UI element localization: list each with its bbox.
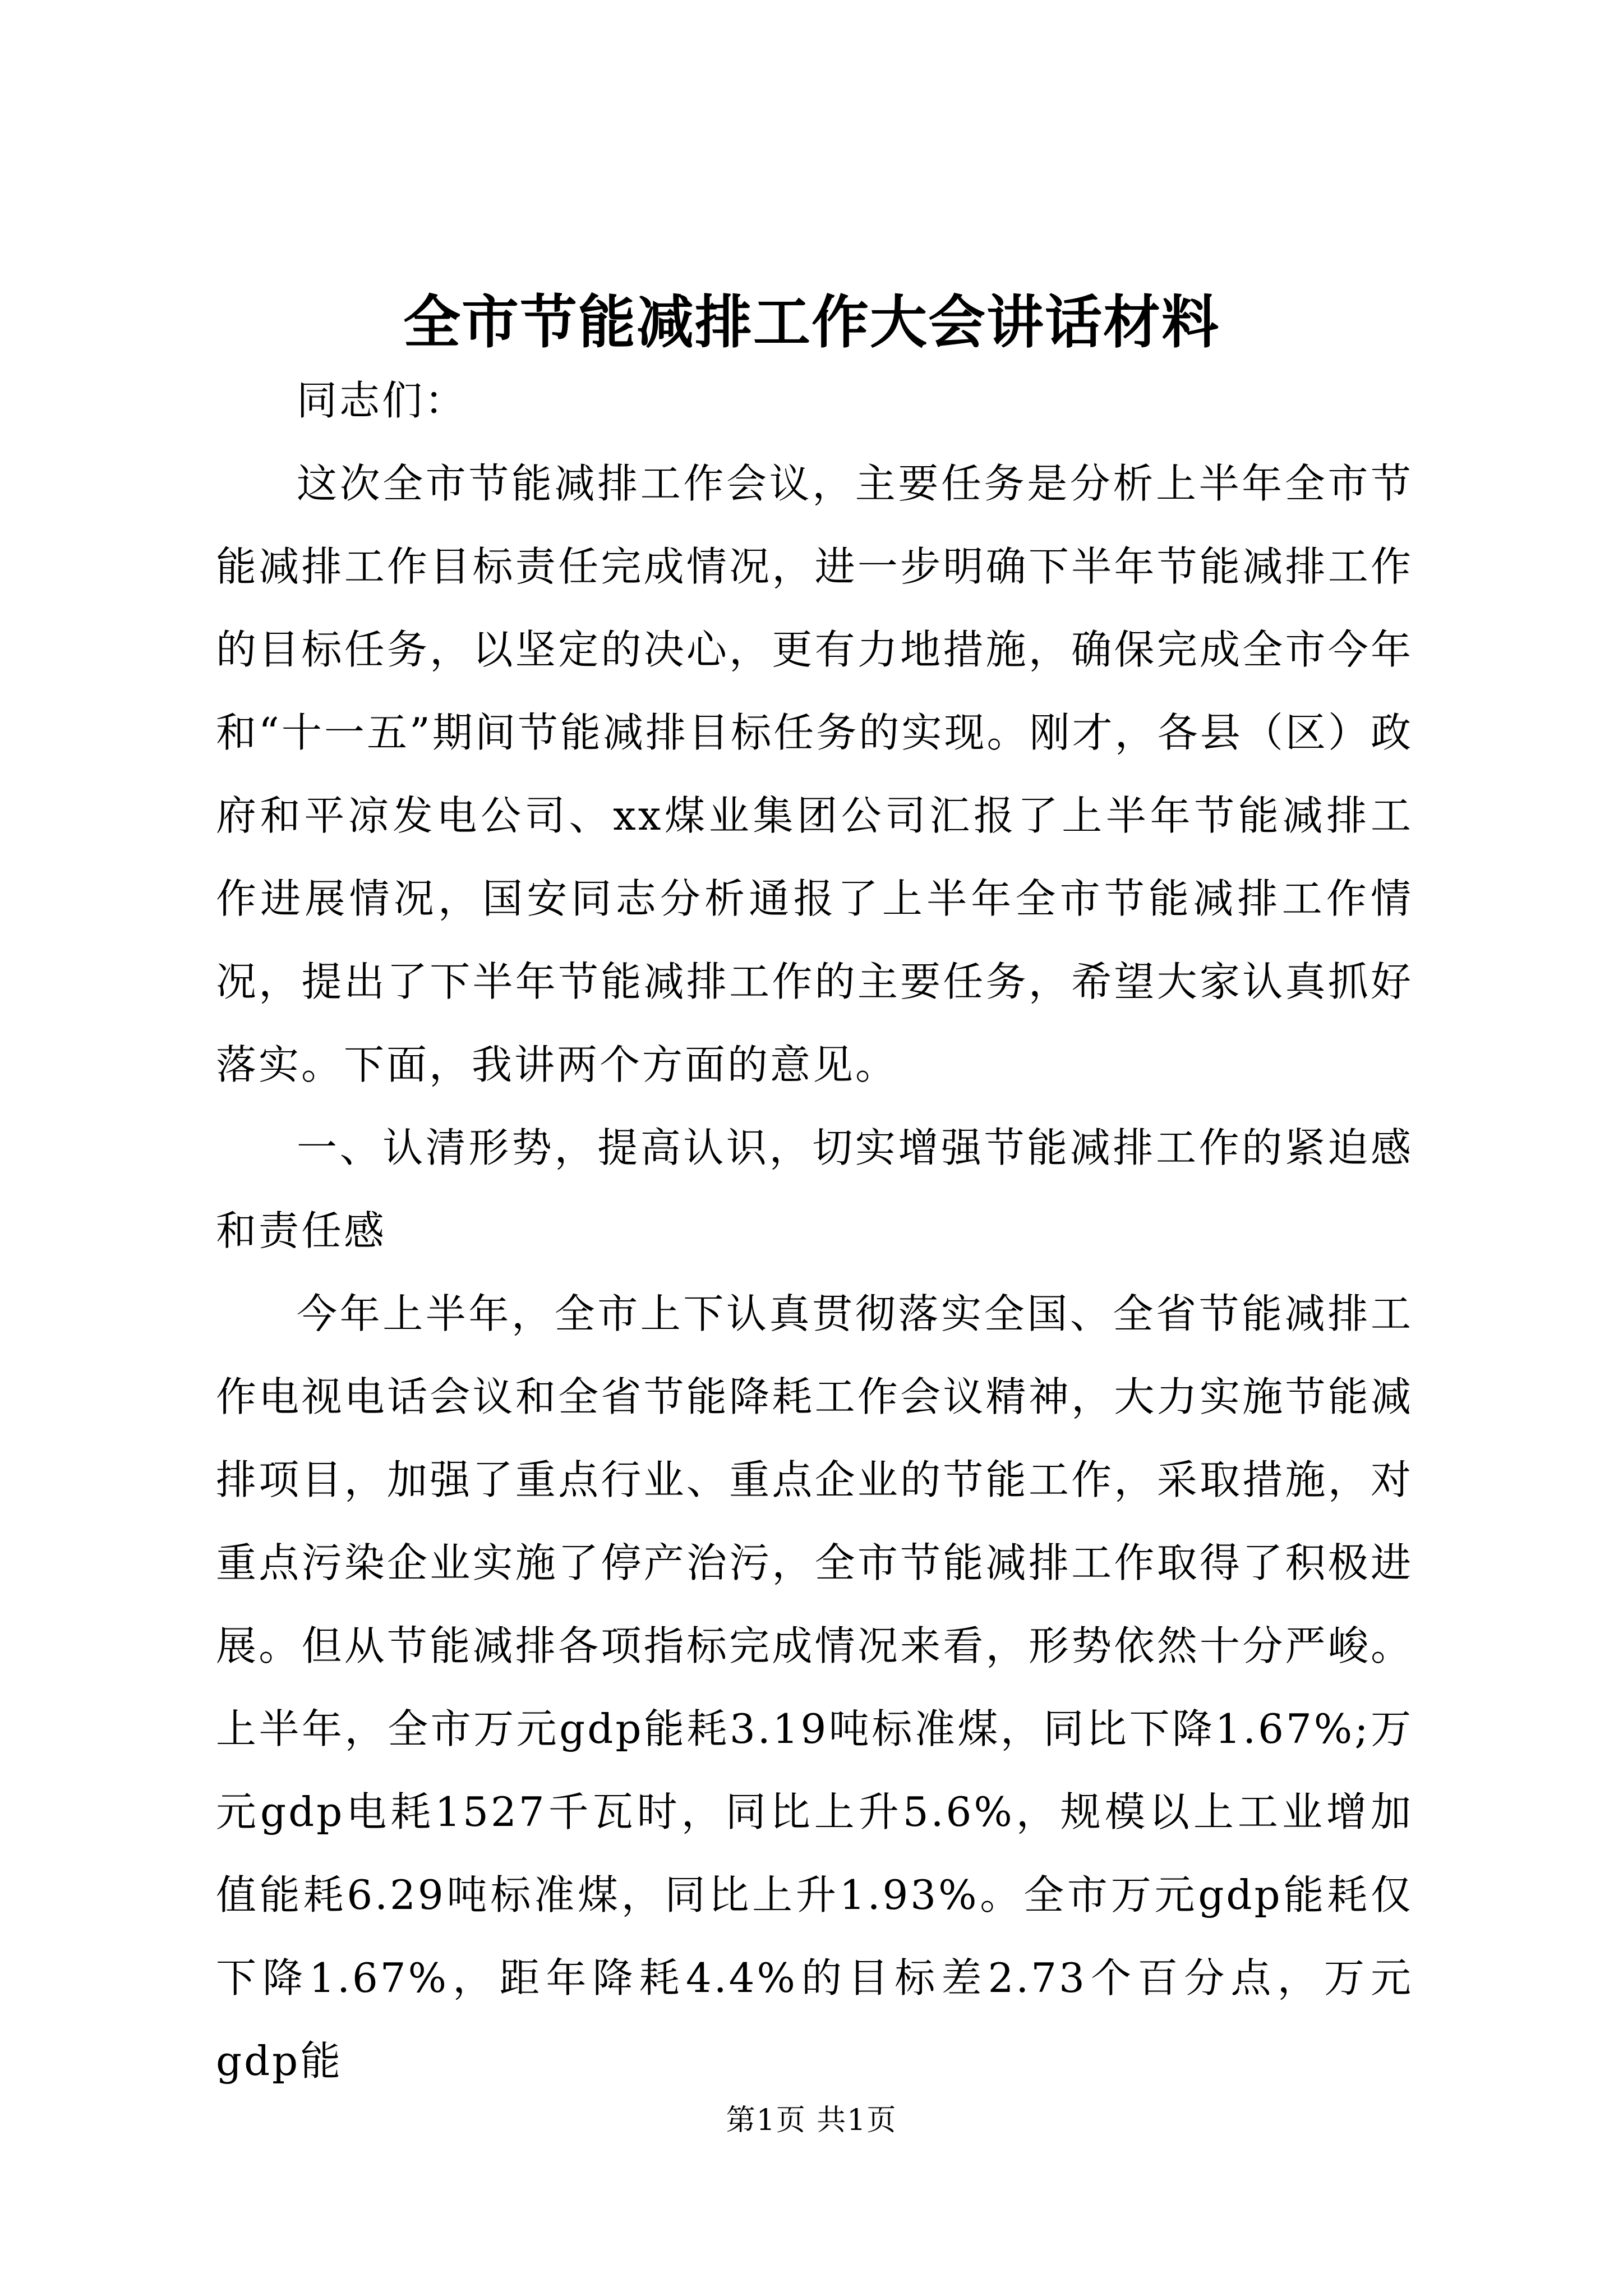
greeting-paragraph: 同志们： xyxy=(297,377,468,424)
page-footer: 第1页 共1页 xyxy=(726,2104,897,2137)
section-heading: 一、认清形势，提高认识，切实增强节能减排工作的紧迫感和责任感 xyxy=(216,1124,1413,1254)
document-body xyxy=(216,359,1413,2102)
intro-paragraph: 这次全市节能减排工作会议，主要任务是分析上半年全市节能减排工作目标责任完成情况，进一步明确下半年节能减排工作的目标任务，以坚定的决心，更有力地措施，确保完成全市今年和“十一五”期间节能减排目标任务的实现。刚才，各县（区）政府和平凉发电公司、xx煤业集团公司汇报了上半年节能减排工作进展情况，国安同志分析通报了上半年全市节能减排工作情况，提出了下半年节能减排工作的主要任务，希望大家认真抓好落实。下面，我讲两个方面的意见。 xyxy=(216,460,1413,1088)
situation-paragraph: 今年上半年，全市上下认真贯彻落实全国、全省节能减排工作电视电话会议和全省节能降耗工作会议精神，大力实施节能减排项目，加强了重点行业、重点企业的节能工作，采取措施，对重点污染企业实施了停产治污，全市节能减排工作取得了积极进展。但从节能减排各项指标完成情况来看，形势依然十分严峻。上半年，全市万元gdp能耗3.19吨标准煤，同比下降1.67%;万元gdp电耗1527千瓦时，同比上升5.6%，规模以上工业增加值能耗6.29吨标准煤，同比上升1.93%。全市万元gdp能耗仅下降1.67%，距年降耗4.4%的目标差2.73个百分点，万元gdp能 xyxy=(216,1290,1413,2085)
document-title: 全市节能减排工作大会讲话材料 xyxy=(403,289,1220,356)
